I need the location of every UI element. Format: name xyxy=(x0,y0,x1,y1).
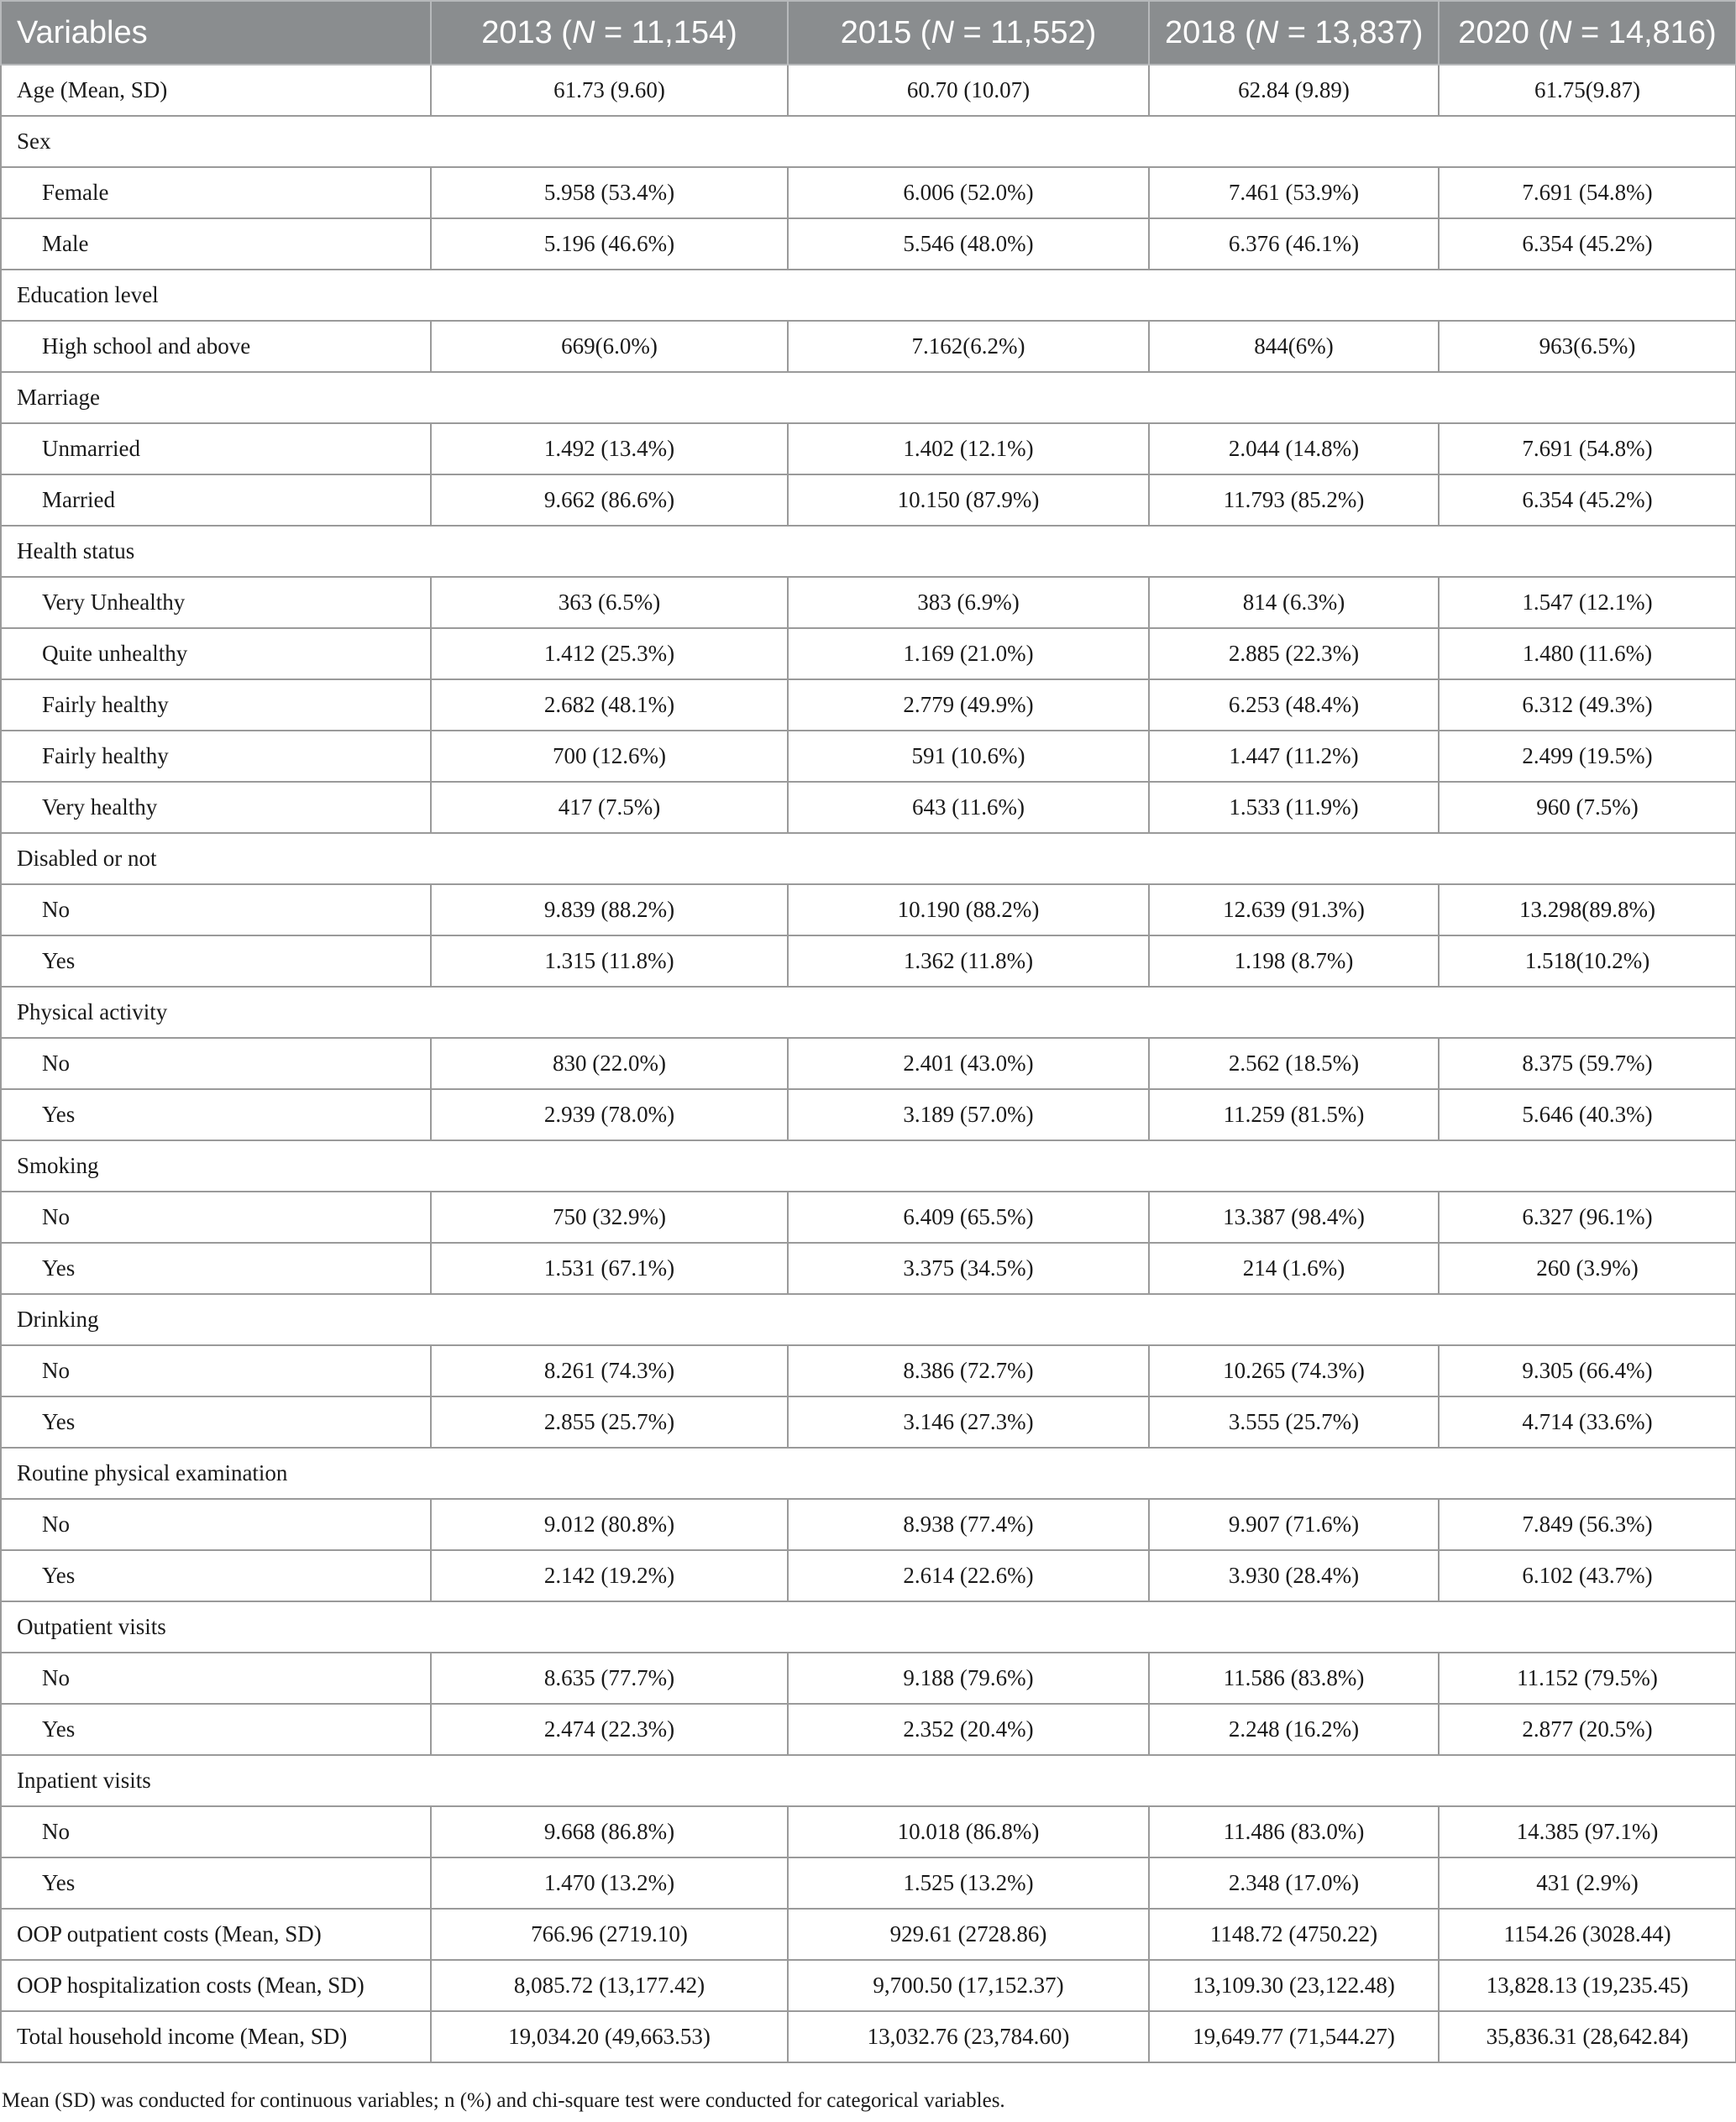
row-label: Quite unhealthy xyxy=(1,628,431,679)
cell-2020: 963(6.5%) xyxy=(1439,321,1736,372)
table-row-variable xyxy=(1,1909,1736,1960)
header-cell-2013: 2013 (N = 11,154) xyxy=(431,1,788,65)
header-cell-2020: 2020 (N = 14,816) xyxy=(1439,1,1736,65)
cell-2013: 9.839 (88.2%) xyxy=(431,884,788,935)
cell-2020: 2.499 (19.5%) xyxy=(1439,731,1736,782)
cell-2015: 3.189 (57.0%) xyxy=(788,1089,1149,1140)
cell-2020: 6.102 (43.7%) xyxy=(1439,1550,1736,1601)
cell-2015: 9,700.50 (17,152.37) xyxy=(788,1960,1149,2011)
table-row-variable xyxy=(1,1448,1736,1499)
cell-2020: 960 (7.5%) xyxy=(1439,782,1736,833)
table-row-variable xyxy=(1,526,1736,577)
cell-2013: 5.958 (53.4%) xyxy=(431,167,788,218)
cell-2015: 6.006 (52.0%) xyxy=(788,167,1149,218)
cell-2015: 1.169 (21.0%) xyxy=(788,628,1149,679)
table-row-variable xyxy=(1,372,1736,423)
cell-2020: 2.877 (20.5%) xyxy=(1439,1704,1736,1755)
cell-2020: 4.714 (33.6%) xyxy=(1439,1396,1736,1448)
cell-2013: 5.196 (46.6%) xyxy=(431,218,788,270)
row-label: No xyxy=(1,1806,431,1857)
cell-2015: 8.386 (72.7%) xyxy=(788,1345,1149,1396)
row-label: Unmarried xyxy=(1,423,431,474)
cell-2015: 643 (11.6%) xyxy=(788,782,1149,833)
cell-2015: 7.162(6.2%) xyxy=(788,321,1149,372)
cell-2020: 7.691 (54.8%) xyxy=(1439,423,1736,474)
cell-2013: 363 (6.5%) xyxy=(431,577,788,628)
cell-2015: 8.938 (77.4%) xyxy=(788,1499,1149,1550)
cell-2018: 11.259 (81.5%) xyxy=(1149,1089,1439,1140)
cell-2013: 19,034.20 (49,663.53) xyxy=(431,2011,788,2062)
cell-2018: 3.555 (25.7%) xyxy=(1149,1396,1439,1448)
cell-2018: 2.348 (17.0%) xyxy=(1149,1857,1439,1909)
cell-2018: 19,649.77 (71,544.27) xyxy=(1149,2011,1439,2062)
cell-2018: 10.265 (74.3%) xyxy=(1149,1345,1439,1396)
row-label: Male xyxy=(1,218,431,270)
cell-2015: 2.779 (49.9%) xyxy=(788,679,1149,731)
table-row-subcategory xyxy=(1,218,1736,270)
cell-2018: 62.84 (9.89) xyxy=(1149,65,1439,116)
cell-2020: 1.547 (12.1%) xyxy=(1439,577,1736,628)
cell-2018: 1.198 (8.7%) xyxy=(1149,935,1439,987)
cell-2013: 1.492 (13.4%) xyxy=(431,423,788,474)
table-row-subcategory xyxy=(1,1192,1736,1243)
table-row-variable xyxy=(1,1960,1736,2011)
cell-2015: 2.352 (20.4%) xyxy=(788,1704,1149,1755)
cell-2013: 830 (22.0%) xyxy=(431,1038,788,1089)
cell-2013: 669(6.0%) xyxy=(431,321,788,372)
row-label: Routine physical examination xyxy=(1,1448,1736,1499)
cell-2013: 2.682 (48.1%) xyxy=(431,679,788,731)
row-label: Yes xyxy=(1,1089,431,1140)
cell-2018: 1.533 (11.9%) xyxy=(1149,782,1439,833)
cell-2020: 61.75(9.87) xyxy=(1439,65,1736,116)
table-row-subcategory xyxy=(1,1089,1736,1140)
table-row-variable xyxy=(1,1140,1736,1192)
header-cell-variables: Variables xyxy=(1,1,431,65)
table-row-variable xyxy=(1,833,1736,884)
cell-2013: 9.012 (80.8%) xyxy=(431,1499,788,1550)
table-row-subcategory xyxy=(1,628,1736,679)
cell-2018: 9.907 (71.6%) xyxy=(1149,1499,1439,1550)
row-label: Yes xyxy=(1,1857,431,1909)
cell-2015: 929.61 (2728.86) xyxy=(788,1909,1149,1960)
row-label: Very healthy xyxy=(1,782,431,833)
row-label: Married xyxy=(1,474,431,526)
cell-2020: 6.354 (45.2%) xyxy=(1439,474,1736,526)
cell-2020: 8.375 (59.7%) xyxy=(1439,1038,1736,1089)
table-row-subcategory xyxy=(1,1243,1736,1294)
row-label: Outpatient visits xyxy=(1,1601,1736,1653)
cell-2013: 766.96 (2719.10) xyxy=(431,1909,788,1960)
cell-2015: 3.146 (27.3%) xyxy=(788,1396,1149,1448)
cell-2015: 1.525 (13.2%) xyxy=(788,1857,1149,1909)
cell-2018: 2.248 (16.2%) xyxy=(1149,1704,1439,1755)
table-row-subcategory xyxy=(1,1550,1736,1601)
row-label: Sex xyxy=(1,116,1736,167)
table-header xyxy=(1,1,1736,65)
cell-2013: 1.412 (25.3%) xyxy=(431,628,788,679)
cell-2013: 9.662 (86.6%) xyxy=(431,474,788,526)
row-label: Physical activity xyxy=(1,987,1736,1038)
cell-2018: 6.376 (46.1%) xyxy=(1149,218,1439,270)
table-row-subcategory xyxy=(1,1653,1736,1704)
cell-2018: 7.461 (53.9%) xyxy=(1149,167,1439,218)
cell-2020: 6.312 (49.3%) xyxy=(1439,679,1736,731)
header-cell-2018: 2018 (N = 13,837) xyxy=(1149,1,1439,65)
row-label: No xyxy=(1,884,431,935)
row-label: No xyxy=(1,1192,431,1243)
cell-2018: 2.885 (22.3%) xyxy=(1149,628,1439,679)
row-label: OOP outpatient costs (Mean, SD) xyxy=(1,1909,431,1960)
table-row-variable xyxy=(1,65,1736,116)
row-label: Yes xyxy=(1,1243,431,1294)
cell-2015: 3.375 (34.5%) xyxy=(788,1243,1149,1294)
cell-2020: 35,836.31 (28,642.84) xyxy=(1439,2011,1736,2062)
cell-2015: 9.188 (79.6%) xyxy=(788,1653,1149,1704)
cell-2015: 10.018 (86.8%) xyxy=(788,1806,1149,1857)
table-row-subcategory xyxy=(1,731,1736,782)
table-row-variable xyxy=(1,987,1736,1038)
cell-2015: 1.362 (11.8%) xyxy=(788,935,1149,987)
row-label: Age (Mean, SD) xyxy=(1,65,431,116)
table-row-variable xyxy=(1,116,1736,167)
cell-2018: 214 (1.6%) xyxy=(1149,1243,1439,1294)
cell-2013: 417 (7.5%) xyxy=(431,782,788,833)
row-label: Yes xyxy=(1,935,431,987)
cell-2015: 6.409 (65.5%) xyxy=(788,1192,1149,1243)
row-label: Inpatient visits xyxy=(1,1755,1736,1806)
cell-2013: 2.142 (19.2%) xyxy=(431,1550,788,1601)
cell-2018: 11.586 (83.8%) xyxy=(1149,1653,1439,1704)
table-row-variable xyxy=(1,1294,1736,1345)
cell-2020: 11.152 (79.5%) xyxy=(1439,1653,1736,1704)
cell-2013: 1.470 (13.2%) xyxy=(431,1857,788,1909)
cell-2018: 11.793 (85.2%) xyxy=(1149,474,1439,526)
row-label: No xyxy=(1,1653,431,1704)
cell-2013: 8.635 (77.7%) xyxy=(431,1653,788,1704)
cell-2020: 1.480 (11.6%) xyxy=(1439,628,1736,679)
table-row-subcategory xyxy=(1,935,1736,987)
cell-2015: 2.614 (22.6%) xyxy=(788,1550,1149,1601)
cell-2020: 1154.26 (3028.44) xyxy=(1439,1909,1736,1960)
row-label: No xyxy=(1,1499,431,1550)
cell-2020: 7.691 (54.8%) xyxy=(1439,167,1736,218)
table-row-subcategory xyxy=(1,1857,1736,1909)
table-row-subcategory xyxy=(1,423,1736,474)
row-label: Yes xyxy=(1,1704,431,1755)
cell-2013: 8,085.72 (13,177.42) xyxy=(431,1960,788,2011)
cell-2018: 12.639 (91.3%) xyxy=(1149,884,1439,935)
cell-2020: 1.518(10.2%) xyxy=(1439,935,1736,987)
row-label: Yes xyxy=(1,1550,431,1601)
header-row xyxy=(1,1,1736,65)
cell-2020: 13,828.13 (19,235.45) xyxy=(1439,1960,1736,2011)
cell-2015: 5.546 (48.0%) xyxy=(788,218,1149,270)
cell-2015: 10.190 (88.2%) xyxy=(788,884,1149,935)
row-label: Total household income (Mean, SD) xyxy=(1,2011,431,2062)
table-body xyxy=(1,65,1736,2062)
cell-2013: 1.315 (11.8%) xyxy=(431,935,788,987)
cell-2013: 9.668 (86.8%) xyxy=(431,1806,788,1857)
row-label: High school and above xyxy=(1,321,431,372)
cell-2020: 7.849 (56.3%) xyxy=(1439,1499,1736,1550)
cell-2020: 6.327 (96.1%) xyxy=(1439,1192,1736,1243)
cell-2020: 9.305 (66.4%) xyxy=(1439,1345,1736,1396)
cell-2018: 6.253 (48.4%) xyxy=(1149,679,1439,731)
table-row-subcategory xyxy=(1,782,1736,833)
row-label: Drinking xyxy=(1,1294,1736,1345)
cell-2020: 260 (3.9%) xyxy=(1439,1243,1736,1294)
cell-2020: 431 (2.9%) xyxy=(1439,1857,1736,1909)
cell-2015: 13,032.76 (23,784.60) xyxy=(788,2011,1149,2062)
row-label: Very Unhealthy xyxy=(1,577,431,628)
table-row-subcategory xyxy=(1,1345,1736,1396)
cell-2018: 3.930 (28.4%) xyxy=(1149,1550,1439,1601)
table-row-variable xyxy=(1,270,1736,321)
row-label: Female xyxy=(1,167,431,218)
cell-2018: 1.447 (11.2%) xyxy=(1149,731,1439,782)
cell-2020: 5.646 (40.3%) xyxy=(1439,1089,1736,1140)
row-label: No xyxy=(1,1345,431,1396)
cell-2018: 1148.72 (4750.22) xyxy=(1149,1909,1439,1960)
cell-2015: 383 (6.9%) xyxy=(788,577,1149,628)
table-row-subcategory xyxy=(1,321,1736,372)
table-row-variable xyxy=(1,1755,1736,1806)
cell-2015: 10.150 (87.9%) xyxy=(788,474,1149,526)
cell-2018: 2.044 (14.8%) xyxy=(1149,423,1439,474)
table-row-subcategory xyxy=(1,884,1736,935)
cell-2020: 6.354 (45.2%) xyxy=(1439,218,1736,270)
row-label: Health status xyxy=(1,526,1736,577)
row-label: Yes xyxy=(1,1396,431,1448)
cell-2013: 1.531 (67.1%) xyxy=(431,1243,788,1294)
table-row-variable xyxy=(1,2011,1736,2062)
row-label: Fairly healthy xyxy=(1,731,431,782)
cell-2013: 61.73 (9.60) xyxy=(431,65,788,116)
table-row-subcategory xyxy=(1,679,1736,731)
row-label: Smoking xyxy=(1,1140,1736,1192)
table-row-subcategory xyxy=(1,1038,1736,1089)
table-row-subcategory xyxy=(1,1499,1736,1550)
table-row-subcategory xyxy=(1,167,1736,218)
cell-2018: 13.387 (98.4%) xyxy=(1149,1192,1439,1243)
row-label: Education level xyxy=(1,270,1736,321)
cell-2018: 13,109.30 (23,122.48) xyxy=(1149,1960,1439,2011)
cell-2018: 814 (6.3%) xyxy=(1149,577,1439,628)
row-label: Marriage xyxy=(1,372,1736,423)
row-label: Disabled or not xyxy=(1,833,1736,884)
header-cell-2015: 2015 (N = 11,552) xyxy=(788,1,1149,65)
cell-2018: 11.486 (83.0%) xyxy=(1149,1806,1439,1857)
cell-2018: 844(6%) xyxy=(1149,321,1439,372)
table-row-subcategory xyxy=(1,1396,1736,1448)
cell-2018: 2.562 (18.5%) xyxy=(1149,1038,1439,1089)
table-row-subcategory xyxy=(1,1806,1736,1857)
cell-2013: 700 (12.6%) xyxy=(431,731,788,782)
cell-2015: 2.401 (43.0%) xyxy=(788,1038,1149,1089)
cell-2015: 1.402 (12.1%) xyxy=(788,423,1149,474)
row-label: No xyxy=(1,1038,431,1089)
row-label: Fairly healthy xyxy=(1,679,431,731)
cell-2013: 2.939 (78.0%) xyxy=(431,1089,788,1140)
row-label: OOP hospitalization costs (Mean, SD) xyxy=(1,1960,431,2011)
table-row-subcategory xyxy=(1,1704,1736,1755)
table-row-variable xyxy=(1,1601,1736,1653)
cell-2013: 2.474 (22.3%) xyxy=(431,1704,788,1755)
table-footnote: Mean (SD) was conducted for continuous variables; n (%) and chi-square test were conducted for categorical variables. xyxy=(2,2089,1005,2112)
cell-2020: 13.298(89.8%) xyxy=(1439,884,1736,935)
cell-2015: 60.70 (10.07) xyxy=(788,65,1149,116)
table-row-subcategory xyxy=(1,474,1736,526)
cell-2013: 2.855 (25.7%) xyxy=(431,1396,788,1448)
cell-2020: 14.385 (97.1%) xyxy=(1439,1806,1736,1857)
cell-2013: 8.261 (74.3%) xyxy=(431,1345,788,1396)
cell-2015: 591 (10.6%) xyxy=(788,731,1149,782)
table-row-subcategory xyxy=(1,577,1736,628)
cell-2013: 750 (32.9%) xyxy=(431,1192,788,1243)
